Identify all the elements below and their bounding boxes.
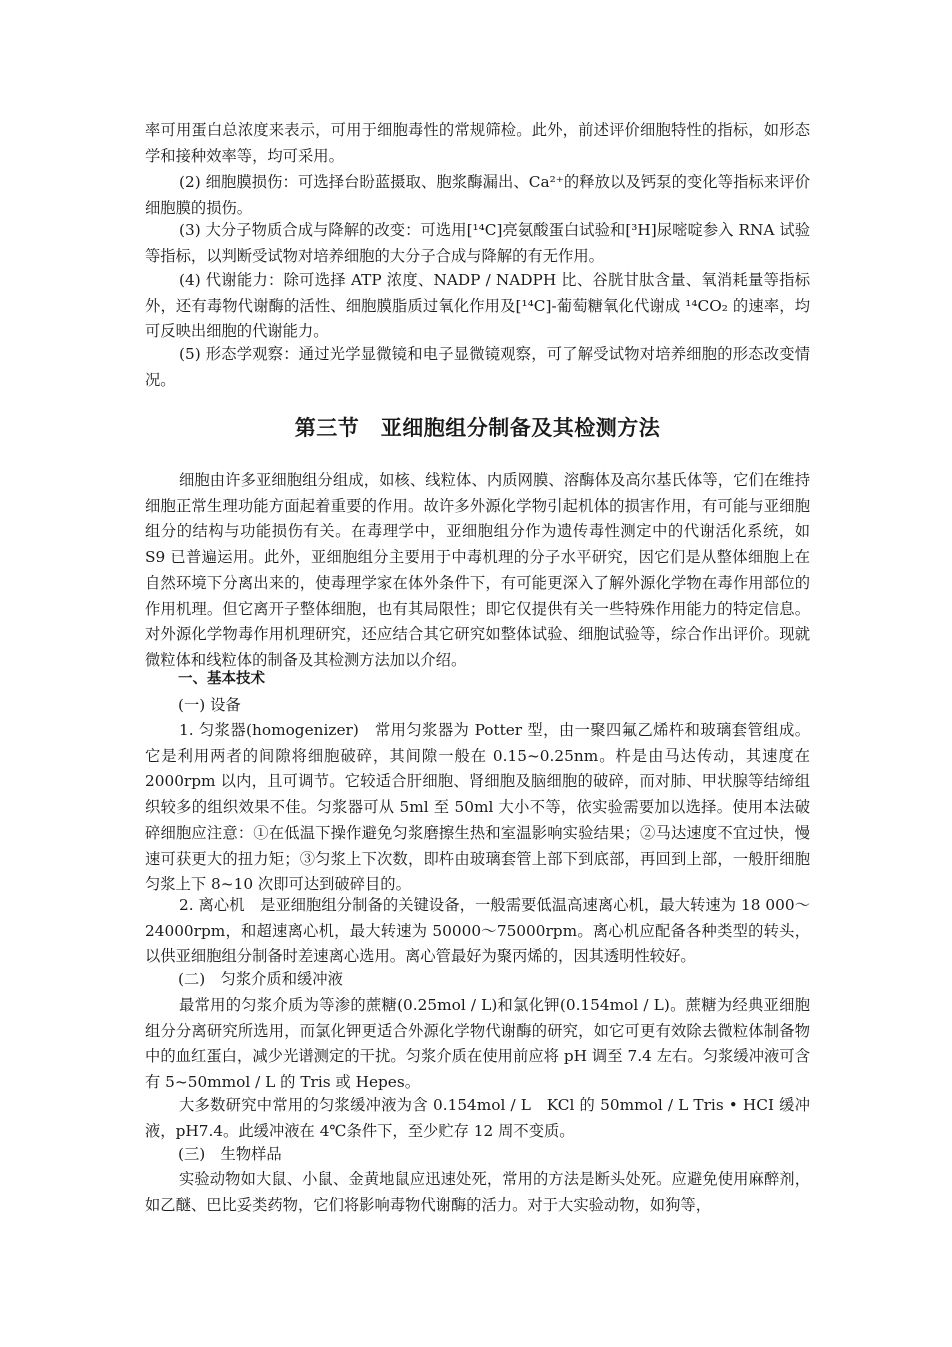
section-title: 第三节 亚细胞组分制备及其检测方法 xyxy=(294,416,661,440)
buffer-paragraph: 大多数研究中常用的匀浆缓冲液为含 0.154mol / L KCl 的 50mmol / L Tris • HCI 缓冲液，pH7.4。此缓冲液在 4℃条件下，至少贮存 12 周不变质。 xyxy=(145,1096,810,1140)
item-3-paragraph: (3) 大分子物质合成与降解的改变：可选用[¹⁴C]亮氨酸蛋白试验和[³H]尿嘧啶参入 RNA 试验等指标，以判断受试物对培养细胞的大分子合成与降解的有无作用。 xyxy=(145,221,810,265)
centrifuge-paragraph: 2. 离心机 是亚细胞组分制备的关键设备，一般需要低温高速离心机，最大转速为 18 000～24000rpm，和超速离心机，最大转速为 50000～75000rpm。离心机应配备各种类型的转头，以供亚细胞组分制备时差速离心选用。离心管最好为聚丙烯的，因其透明性较好。 xyxy=(145,896,810,966)
medium-heading: (二) 匀浆介质和缓冲液 xyxy=(178,970,343,988)
top-paragraph: 率可用蛋白总浓度来表示，可用于细胞毒性的常规筛检。此外，前述评价细胞特性的指标，如形态学和接种效率等，均可采用。 xyxy=(145,121,810,165)
item-5-paragraph: (5) 形态学观察：通过光学显微镜和电子显微镜观察，可了解受试物对培养细胞的形态改变情况。 xyxy=(145,345,810,389)
sub-heading-basic-techniques: 一、基本技术 xyxy=(178,671,265,687)
medium-paragraph: 最常用的匀浆介质为等渗的蔗糖(0.25mol / L)和氯化钾(0.154mol / L)。蔗糖为经典亚细胞组分分离研究所选用，而氯化钾更适合外源化学物代谢酶的研究，如它可更有效除去微粒体制备物中的血红蛋白，减少光谱测定的干扰。匀浆介质在使用前应将 pH 调至 7.4 左右。匀浆缓冲液可含有 5~50mmol / L 的 Tris 或 Hepes。 xyxy=(145,996,810,1092)
intro-paragraph: 细胞由许多亚细胞组分组成，如核、线粒体、内质网膜、溶酶体及高尔基氏体等，它们在维持细胞正常生理功能方面起着重要的作用。故许多外源化学物引起机体的损害作用，有可能与亚细胞组分的结构与功能损伤有关。在毒理学中，亚细胞组分作为遗传毒性测定中的代谢活化系统，如 S9 已普遍运用。此外，亚细胞组分主要用于中毒机理的分子水平研究，因它们是从整体细胞上在自然环境下分离出来的，使毒理学家在体外条件下，有可能更深入了解外源化学物在毒作用部位的作用机理。但它离开子整体细胞，也有其局限性；即它仅提供有关一些特殊作用能力的特定信息。对外源化学物毒作用机理研究，还应结合其它研究如整体试验、细胞试验等，综合作出评价。现就微粒体和线粒体的制备及其检测方法加以介绍。 xyxy=(145,471,810,669)
item-2-paragraph: (2) 细胞膜损伤：可选择台盼蓝摄取、胞浆酶漏出、Ca²⁺的释放以及钙泵的变化等指标来评价细胞膜的损伤。 xyxy=(145,173,810,217)
sample-heading: (三) 生物样品 xyxy=(178,1145,282,1163)
equipment-heading: (一) 设备 xyxy=(178,696,241,714)
sample-paragraph: 实验动物如大鼠、小鼠、金黄地鼠应迅速处死，常用的方法是断头处死。应避免使用麻醉剂，如乙醚、巴比妥类药物，它们将影响毒物代谢酶的活力。对于大实验动物，如狗等， xyxy=(145,1170,810,1214)
homogenizer-paragraph: 1. 匀浆器(homogenizer) 常用匀浆器为 Potter 型，由一聚四氟乙烯杵和玻璃套管组成。它是利用两者的间隙将细胞破碎，其间隙一般在 0.15~0.25nm。杵是由马达传动，其速度在 2000rpm 以内，且可调节。它较适合肝细胞、肾细胞及脑细胞的破碎，而对肺、甲状腺等结缔组织较多的组织效果不佳。匀浆器可从 5ml 至 50ml 大小不等，依实验需要加以选择。使用本法破碎细胞应注意：①在低温下操作避免匀浆磨擦生热和室温影响实验结果；②马达速度不宜过快，慢速可获更大的扭力矩；③匀浆上下次数，即杵由玻璃套管上部下到底部，再回到上部，一般肝细胞匀浆上下 8~10 次即可达到破碎目的。 xyxy=(145,721,810,894)
item-4-paragraph: (4) 代谢能力：除可选择 ATP 浓度、NADP / NADPH 比、谷胱甘肽含量、氧消耗量等指标外，还有毒物代谢酶的活性、细胞膜脂质过氧化作用及[¹⁴C]-葡萄糖氧化代谢成 ¹⁴CO₂ 的速率，均可反映出细胞的代谢能力。 xyxy=(145,271,810,341)
